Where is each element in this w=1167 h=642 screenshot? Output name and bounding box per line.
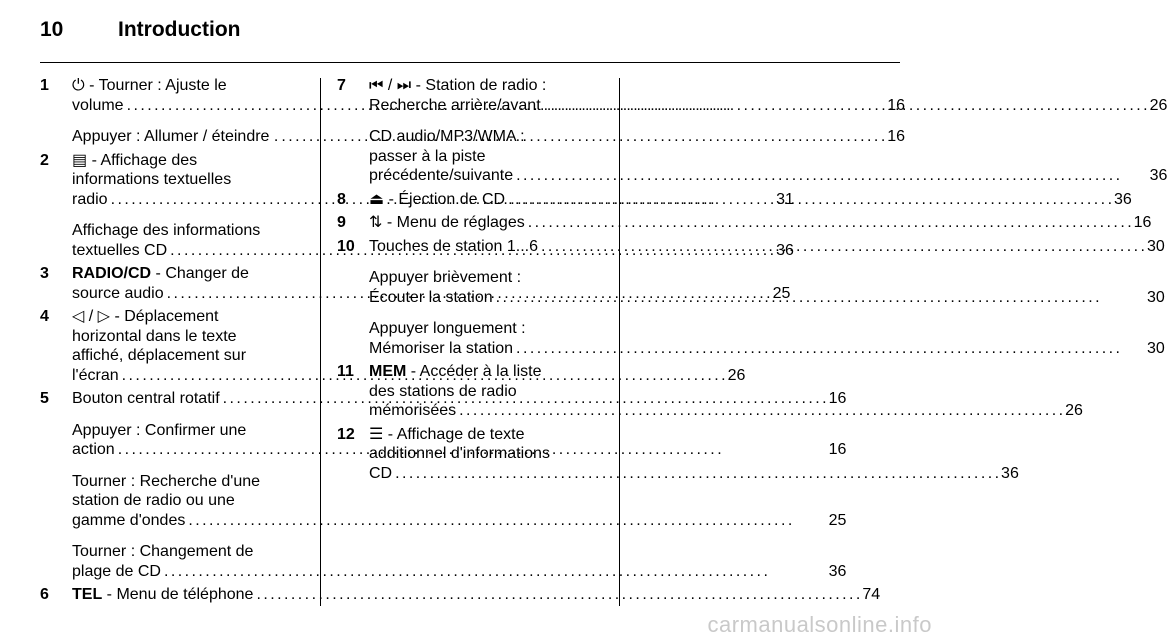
page-ref: 36 <box>1001 464 1019 482</box>
entry-text: gamme d'ondes <box>72 511 186 529</box>
entry-text: passer à la piste <box>369 147 486 165</box>
entry-text: - Station de radio : <box>415 77 547 94</box>
entry-number: 5 <box>40 390 49 407</box>
button-keyword: MEM <box>369 363 407 380</box>
page-ref: 16 <box>1133 214 1152 231</box>
entry-text: Appuyer longuement : <box>369 320 526 337</box>
entry-6 <box>40 585 881 605</box>
page-ref: 26 <box>1065 402 1083 419</box>
entry-text: CD <box>369 464 393 482</box>
entry-text: Tourner : Recherche d'une <box>72 472 261 490</box>
page-ref: 74 <box>862 586 881 603</box>
page-ref: 16 <box>828 390 847 407</box>
entry-text: - Menu de téléphone <box>102 586 254 603</box>
leader-dots <box>496 288 1144 308</box>
page-ref: 36 <box>1114 190 1132 208</box>
button-keyword: RADIO/CD <box>72 265 152 282</box>
entry-text: Touches de station 1...6 <box>369 237 538 255</box>
button-keyword: TEL <box>72 586 103 603</box>
arrow-left-icon: ◁ <box>72 308 85 325</box>
entry-number: 9 <box>337 214 346 231</box>
page-ref: 26 <box>727 366 746 384</box>
entry-number: 11 <box>337 363 354 380</box>
entry-text: CD audio/MP3/WMA : <box>369 128 525 145</box>
entry-text: Appuyer : Allumer / éteindre . <box>72 128 279 145</box>
entry-text: mémorisées <box>369 402 457 419</box>
entry-text: précédente/suivante <box>369 167 514 184</box>
page-ref: 36 <box>776 241 794 259</box>
entry-text: Mémoriser la station <box>369 339 514 357</box>
entry-text: des stations de radio <box>369 382 517 400</box>
entry-number: 2 <box>40 151 49 169</box>
leader-dots <box>459 401 1062 421</box>
page-ref: 25 <box>772 284 791 302</box>
entry-text: - Éjection de CD <box>388 190 506 208</box>
watermark: carmanualsonline.info <box>707 612 932 637</box>
entry-text: - Affichage de texte <box>387 425 525 443</box>
entry-number: 4 <box>40 308 49 325</box>
leader-dots <box>528 213 1131 233</box>
entry-text: Écouter la station <box>369 288 493 306</box>
leader-dots <box>516 166 1146 186</box>
entry-text: l'écran <box>72 366 119 384</box>
page-ref: 36 <box>828 562 847 580</box>
settings-icon: ⇅ <box>369 214 383 231</box>
power-icon: ⏻ <box>72 77 85 94</box>
entry-text: - Affichage des <box>91 151 198 169</box>
entry-text: - Déplacement <box>114 308 219 325</box>
page-ref: 30 <box>1146 237 1165 255</box>
entry-text: station de radio ou une <box>72 492 235 509</box>
entry-text: - Accéder à la liste <box>406 363 542 380</box>
entry-text: - Changer de <box>151 265 249 282</box>
entry-text: Appuyer : Confirmer une <box>72 421 247 439</box>
page-ref: 31 <box>776 190 794 208</box>
entry-text: radio <box>72 190 108 208</box>
entry-number: 7 <box>337 77 346 94</box>
entry-text: - Menu de réglages <box>386 214 525 231</box>
page-ref: 25 <box>828 511 847 529</box>
page-ref: 16 <box>887 128 906 145</box>
page-ref: 30 <box>1146 339 1165 357</box>
entry-number: 6 <box>40 586 49 603</box>
entry-text: - Tourner : Ajuste le <box>89 77 227 94</box>
entry-text: Recherche arrière/avant <box>369 96 541 114</box>
entry-9 <box>337 213 1152 233</box>
skip-back-icon: ⏮ <box>369 77 384 94</box>
entry-text: affiché, déplacement sur <box>72 347 247 364</box>
leader-dots <box>188 511 825 531</box>
leader-dots <box>508 190 1111 210</box>
text-info-icon: ☰ <box>369 425 384 443</box>
entry-text: volume <box>72 96 124 114</box>
eject-icon: ⏏ <box>369 190 385 208</box>
leader-dots <box>395 464 998 484</box>
leader-dots <box>541 237 1144 257</box>
leader-dots <box>256 585 859 605</box>
page-ref: 16 <box>887 96 906 114</box>
section-title: Introduction <box>118 18 241 41</box>
skip-forward-icon: ⏭ <box>396 77 412 94</box>
entry-text: Affichage des informations <box>72 222 261 239</box>
header-rule <box>40 62 900 63</box>
entry-number: 10 <box>337 237 355 255</box>
entry-number: 1 <box>40 77 49 94</box>
page-ref: 30 <box>1146 288 1165 306</box>
page-ref: 26 <box>1149 96 1167 114</box>
arrow-right-icon: ▷ <box>97 308 110 325</box>
entry-text: plage de CD <box>72 562 161 580</box>
entry-text: source audio <box>72 284 164 302</box>
entry-text: informations textuelles <box>72 171 232 188</box>
entry-text: horizontal dans le texte <box>72 327 237 345</box>
leader-dots <box>164 562 826 582</box>
entry-number: 3 <box>40 265 49 282</box>
entry-text: textuelles CD <box>72 241 168 259</box>
entry-text: / <box>387 77 393 94</box>
entry-text: Bouton central rotatif <box>72 390 220 407</box>
entry-number: 8 <box>337 190 346 208</box>
info-display-icon: ▤ <box>72 151 88 169</box>
page-number: 10 <box>40 18 64 41</box>
leader-dots <box>516 339 1144 359</box>
entry-text: / <box>88 308 94 325</box>
entry-text: additionnel d'informations <box>369 445 550 462</box>
entry-text: action <box>72 441 115 458</box>
page-ref: 16 <box>828 441 847 458</box>
leader-dots <box>544 96 1147 116</box>
page-ref: 36 <box>1149 167 1167 184</box>
entry-number: 12 <box>337 425 355 443</box>
entry-text: Tourner : Changement de <box>72 543 254 560</box>
entry-text: Appuyer brièvement : <box>369 269 522 286</box>
